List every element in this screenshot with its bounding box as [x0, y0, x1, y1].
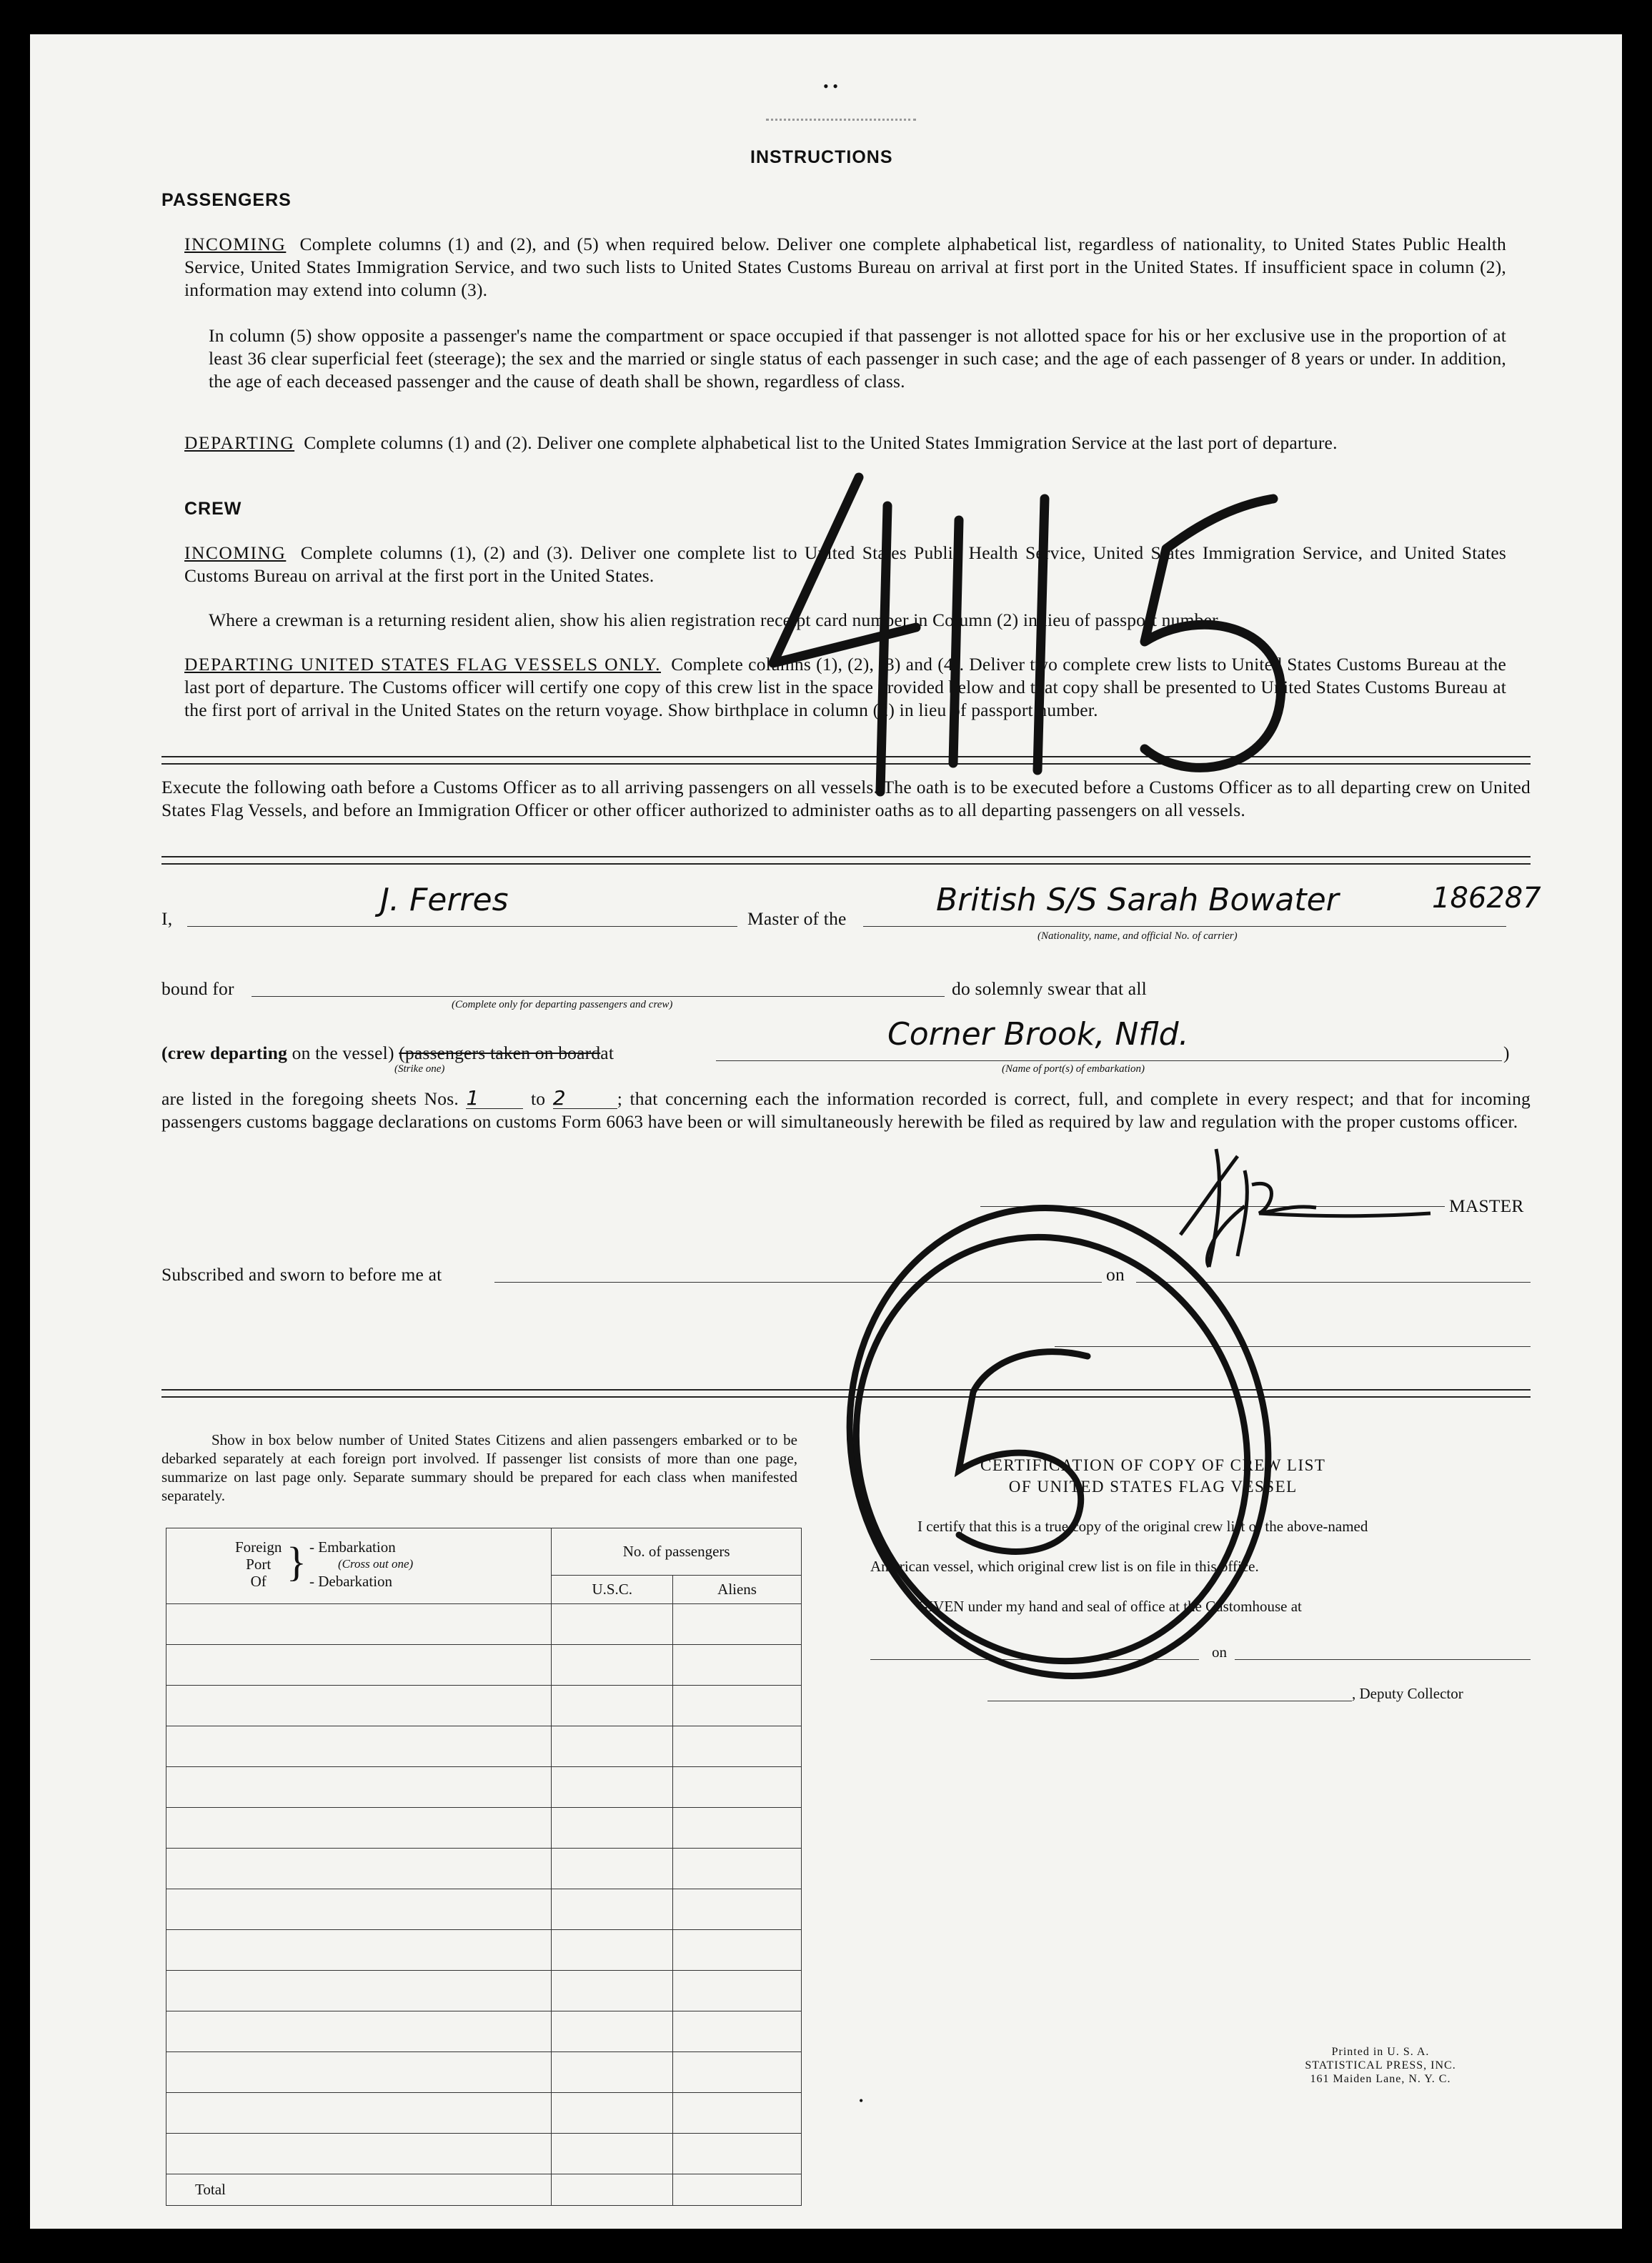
total-aliens[interactable] [673, 2174, 802, 2206]
table-row-port[interactable] [166, 1645, 552, 1686]
crew-incoming-paragraph [184, 542, 1506, 587]
at-label: at [600, 1043, 614, 1063]
cross-out-label: (Cross out one) [338, 1557, 414, 1571]
divider-3b [161, 1396, 1531, 1398]
total-label: Total [166, 2174, 552, 2206]
divider-2b [161, 863, 1531, 865]
foreign-label: Foreign [235, 1538, 282, 1556]
table-row-aliens[interactable] [673, 1971, 802, 2011]
bound-for-caption: (Complete only for departing passengers and crew) [452, 999, 673, 1010]
table-row-aliens[interactable] [673, 1930, 802, 1971]
table-row-port[interactable] [166, 2093, 552, 2134]
passengers-departing-label: DEPARTING [184, 432, 295, 453]
carrier-handwritten[interactable]: British S/S Sarah Bowater [936, 882, 1339, 918]
oath-i-label: I, [161, 908, 173, 929]
sheet-to-handwritten[interactable]: 2 [553, 1088, 617, 1109]
table-row-port[interactable] [166, 1889, 552, 1930]
form-page [30, 34, 1622, 2229]
passengers-option-struck: (passengers taken on board [399, 1043, 601, 1063]
to-label: to [530, 1088, 546, 1109]
stray-dot: • [859, 2094, 864, 2108]
subscribed-label: Subscribed and sworn to before me at [161, 1264, 442, 1285]
embarkation-label: - Embarkation [309, 1538, 396, 1556]
certification-title [980, 1455, 1325, 1498]
passengers-heading: PASSENGERS [161, 190, 292, 210]
crew-alien-paragraph: Where a crewman is a returning resident alien, show his alien registration receipt card number in Column (2) in lieu of passport number. [209, 610, 1222, 630]
oath-instructions: Execute the following oath before a Customs Officer as to all arriving passengers on all vessels. The oath is to be executed before a Customs Officer as to all departing crew on United States Flag Vessels, and before an Immigration Officer or other officer authorized to administer oaths as to all departing passengers on all vessels. [161, 777, 1531, 820]
table-row-port[interactable] [166, 2134, 552, 2174]
table-row-usc[interactable] [552, 1645, 673, 1686]
carrier-caption: (Nationality, name, and official No. of carrier) [1038, 930, 1238, 942]
table-row-aliens[interactable] [673, 1645, 802, 1686]
table-row-usc[interactable] [552, 1971, 673, 2011]
crew-departing-option: (crew departing [161, 1043, 288, 1063]
printer-imprint [1245, 2045, 1516, 2086]
master-name-handwritten[interactable]: J. Ferres [380, 882, 509, 918]
table-row-usc[interactable] [552, 2011, 673, 2052]
table-row-usc[interactable] [552, 1686, 673, 1726]
table-row-aliens[interactable] [673, 2093, 802, 2134]
table-row-aliens[interactable] [673, 1849, 802, 1889]
table-row-usc[interactable] [552, 2093, 673, 2134]
embark-options [309, 1538, 413, 1590]
table-row-port[interactable] [166, 2011, 552, 2052]
faded-stamp [766, 119, 916, 121]
table-row-aliens[interactable] [673, 2134, 802, 2174]
table-row-usc[interactable] [552, 1849, 673, 1889]
table-row-port[interactable] [166, 1808, 552, 1849]
usc-header: U.S.C. [552, 1576, 673, 1604]
of-label: Of [250, 1573, 267, 1590]
divider-2a [161, 856, 1531, 857]
table-row-port[interactable] [166, 1767, 552, 1808]
sheet-from-handwritten[interactable]: 1 [466, 1088, 523, 1109]
subscribed-place-line [494, 1282, 1102, 1283]
official-number-handwritten[interactable]: 186287 [1432, 882, 1541, 915]
certification-line-3: GIVEN under my hand and seal of office at the Customhouse at [917, 1598, 1302, 1615]
no-passengers-header: No. of passengers [552, 1528, 802, 1576]
table-row-port[interactable] [166, 1849, 552, 1889]
crew-heading: CREW [184, 499, 242, 519]
total-usc[interactable] [552, 2174, 673, 2206]
table-row-aliens[interactable] [673, 1889, 802, 1930]
customhouse-line [870, 1659, 1199, 1660]
crew-departing-line [161, 1042, 614, 1065]
table-row-usc[interactable] [552, 1930, 673, 1971]
table-row-aliens[interactable] [673, 1726, 802, 1767]
port-header-cell [166, 1528, 552, 1604]
divider-3a [161, 1389, 1531, 1391]
table-row-port[interactable] [166, 1930, 552, 1971]
certification-title-2: OF UNITED STATES FLAG VESSEL [1008, 1478, 1298, 1496]
table-row-port[interactable] [166, 1971, 552, 2011]
master-label: MASTER [1449, 1195, 1524, 1216]
port-caption: (Name of port(s) of embarkation) [1002, 1063, 1145, 1075]
printer-line-1: Printed in U. S. A. [1331, 2046, 1430, 2058]
summary-instructions: Show in box below number of United States Citizens and alien passengers embarked or to be debarked separately at each foreign port involved. If passenger list consists of more than one page, summarize on last page only. Separate summary should be prepared for each class when manifested separately. [161, 1431, 797, 1504]
crew-departing-label: DEPARTING UNITED STATES FLAG VESSELS ONLY. [184, 654, 662, 675]
master-name-line [187, 926, 737, 927]
on-vessel-text: on the vessel) [292, 1043, 394, 1063]
sheets-paragraph [161, 1088, 1531, 1133]
table-row-aliens[interactable] [673, 1808, 802, 1849]
port-line [716, 1060, 1502, 1061]
crew-incoming-label: INCOMING [184, 542, 287, 563]
table-row-port[interactable] [166, 2052, 552, 2093]
table-row-aliens[interactable] [673, 1686, 802, 1726]
carrier-line [863, 926, 1506, 927]
crew-incoming-text: Complete columns (1), (2) and (3). Deliver one complete list to United States Public Health Service, United States Immigration Service, and United States Customs Bureau on arrival at the first port in the United States. [184, 542, 1506, 586]
bound-for-line [252, 996, 945, 997]
divider-1b [161, 763, 1531, 765]
subscribed-date-line [1136, 1282, 1531, 1283]
subscribed-on-label: on [1106, 1264, 1125, 1285]
passengers-column5-paragraph: In column (5) show opposite a passenger's name the compartment or space occupied if that passenger is not allotted space for his or her exclusive use in the proportion of at least 36 clear superficial feet (steerage); the sex and the married or single status of each passenger in such case; and the age of each passenger of 8 years or under. In addition, the age of each deceased passenger and the cause of death shall be shown, regardless of class. [209, 325, 1506, 392]
certification-on-label: on [1212, 1643, 1227, 1661]
printer-line-3: 161 Maiden Lane, N. Y. C. [1310, 2073, 1451, 2085]
big-number-4115 [773, 477, 1281, 792]
certification-line-2: American vessel, which original crew list is on file in this office. [870, 1558, 1259, 1575]
close-paren: ) [1503, 1043, 1510, 1063]
certification-date-line [1235, 1659, 1531, 1660]
officer-signature-line [1055, 1346, 1531, 1347]
brace-symbol: } [287, 1538, 307, 1585]
table-row-usc[interactable] [552, 1726, 673, 1767]
crew-departing-paragraph [184, 653, 1506, 722]
printer-line-2: STATISTICAL PRESS, INC. [1305, 2059, 1456, 2071]
table-row-usc[interactable] [552, 2134, 673, 2174]
table-row-aliens[interactable] [673, 2052, 802, 2093]
certification-title-1: CERTIFICATION OF COPY OF CREW LIST [980, 1456, 1326, 1474]
table-row-port[interactable] [166, 1686, 552, 1726]
table-row-aliens[interactable] [673, 2011, 802, 2052]
master-signature [1173, 1142, 1445, 1278]
passengers-departing-paragraph [184, 432, 1506, 454]
table-row-port[interactable] [166, 1604, 552, 1645]
divider-1a [161, 756, 1531, 757]
sheets-text: ; that concerning each the information recorded is correct, full, and complete in every respect; and that for incoming passengers customs baggage declarations on customs Form 6063 have been or will simultaneously herewith be filed as required by law and regulation with the proper customs officer. [161, 1088, 1531, 1132]
crew-departing-text: Complete columns (1), (2), (3) and (4). Deliver two complete crew lists to United States Customs Bureau at the last port of departure. The Customs officer will certify one copy of this crew list in the space provided below and that copy shall be presented to United States Customs Bureau at the first port of arrival in the United States on the return voyage. Show birthplace in column (2) in lieu of passport number. [184, 654, 1506, 720]
port-handwritten[interactable]: Corner Brook, Nfld. [887, 1016, 1189, 1053]
debarkation-label: - Debarkation [309, 1573, 393, 1590]
table-row-aliens[interactable] [673, 1767, 802, 1808]
master-of-label: Master of the [747, 908, 847, 929]
deputy-collector-label: , Deputy Collector [1352, 1685, 1463, 1702]
table-row-usc[interactable] [552, 1808, 673, 1849]
table-row-usc[interactable] [552, 1767, 673, 1808]
page-title: INSTRUCTIONS [750, 147, 893, 167]
port-label: Port [246, 1556, 272, 1573]
sheets-prefix: are listed in the foregoing sheets Nos. [161, 1088, 459, 1109]
aliens-header: Aliens [673, 1576, 802, 1604]
swear-text: do solemnly swear that all [952, 978, 1147, 999]
top-marks: • • [823, 77, 838, 95]
passenger-summary-table [166, 1528, 802, 2206]
table-row-usc[interactable] [552, 2052, 673, 2093]
table-row-aliens[interactable] [673, 1604, 802, 1645]
foreign-port-of [235, 1538, 282, 1590]
bound-for-label: bound for [161, 978, 234, 999]
table-row-port[interactable] [166, 1726, 552, 1767]
table-row-usc[interactable] [552, 1889, 673, 1930]
certification-line-1: I certify that this is a true copy of the original crew list of the above-named [917, 1518, 1368, 1535]
strike-caption: (Strike one) [394, 1063, 445, 1075]
passengers-incoming-label: INCOMING [184, 234, 287, 254]
passengers-incoming-paragraph [184, 233, 1506, 302]
passengers-incoming-text: Complete columns (1) and (2), and (5) when required below. Deliver one complete alphabetical list, regardless of nationality, to United States Public Health Service, United States Immigration Service, and two such lists to United States Customs Bureau on arrival at first port in the United States. If insufficient space in column (2), information may extend into column (3). [184, 234, 1506, 300]
table-row-usc[interactable] [552, 1604, 673, 1645]
passengers-departing-text: Complete columns (1) and (2). Deliver one complete alphabetical list to the United States Immigration Service at the last port of departure. [304, 432, 1338, 453]
